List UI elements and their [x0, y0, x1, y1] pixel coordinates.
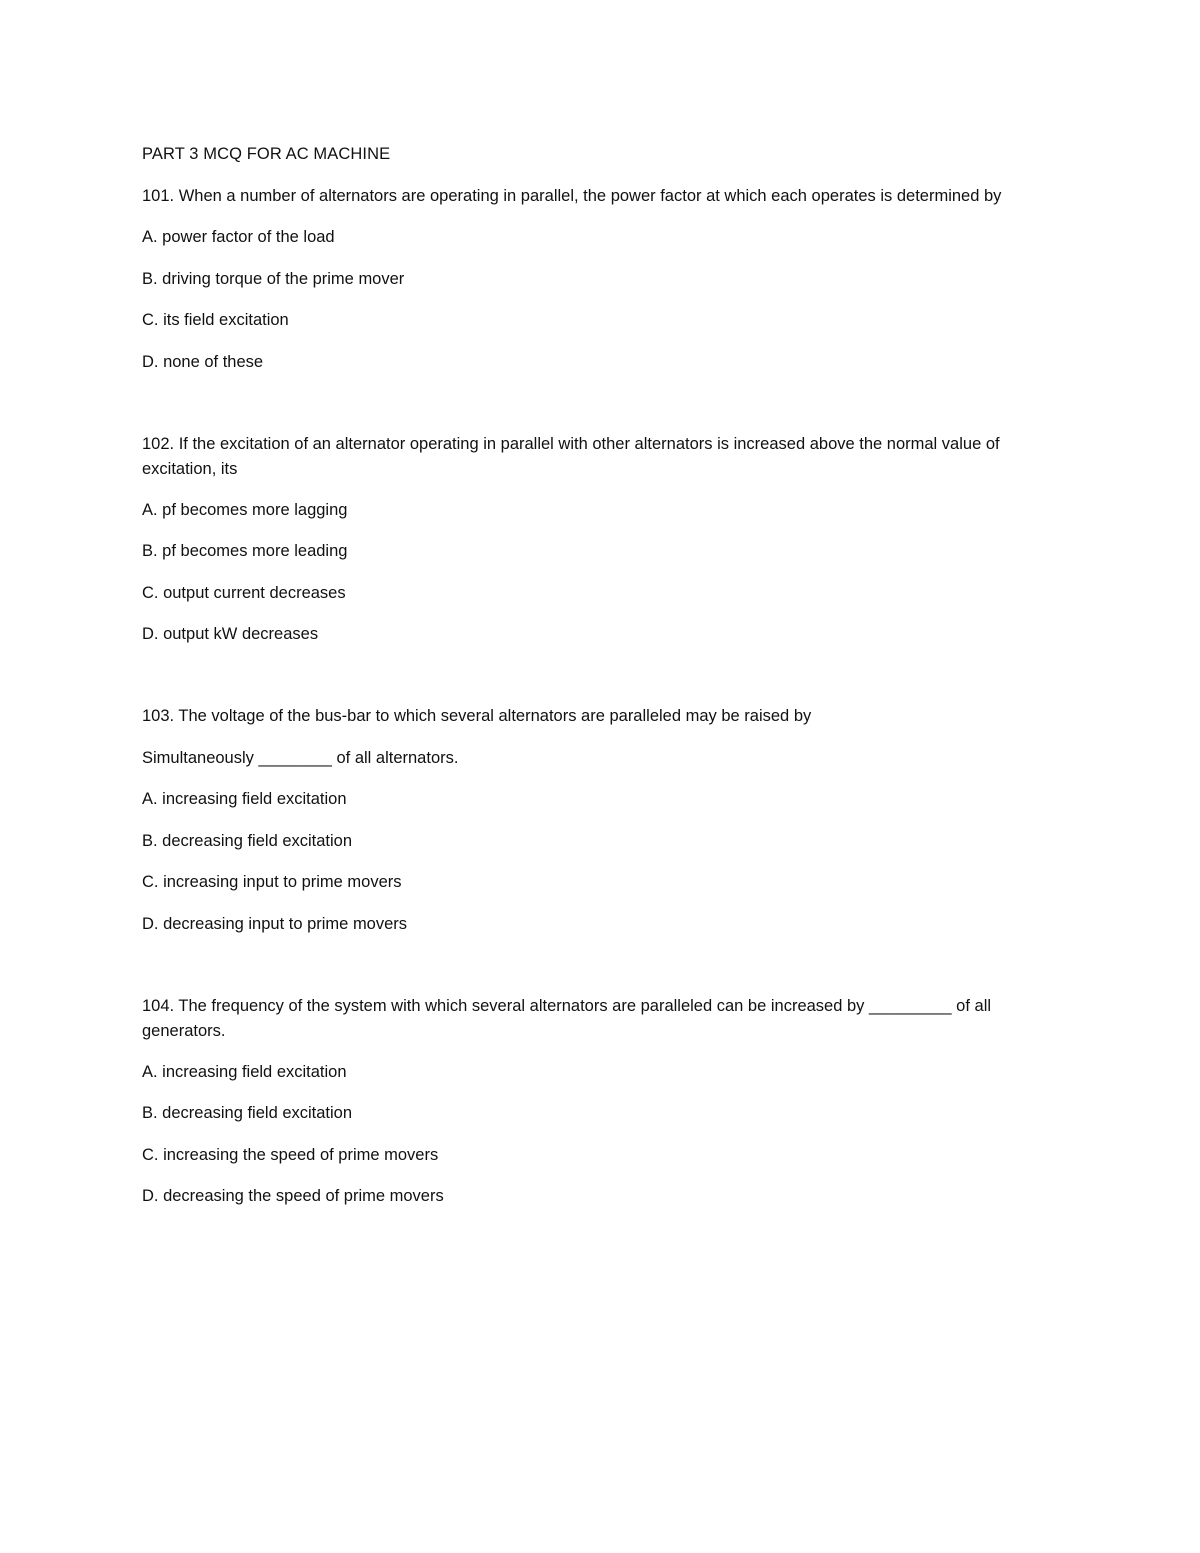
question-103 — [142, 704, 1047, 936]
document-title: PART 3 MCQ FOR AC MACHINE — [142, 145, 391, 163]
option-a: A. power factor of the load — [142, 228, 335, 246]
question-104 — [142, 994, 1047, 1209]
option-a: A. pf becomes more lagging — [142, 500, 348, 519]
question-text: 102. If the excitation of an alternator operating in parallel with other alternators is increased above the normal value of excitation, its — [142, 434, 1000, 478]
question-spacer — [142, 664, 1047, 704]
question-spacer — [142, 954, 1047, 994]
question-spacer — [142, 392, 1047, 432]
option-a: A. increasing field excitation — [142, 790, 347, 808]
option-d: D. decreasing the speed of prime movers — [142, 1187, 444, 1205]
question-102 — [142, 432, 1047, 647]
option-c: C. its field excitation — [142, 311, 289, 329]
option-c: C. output current decreases — [142, 583, 346, 602]
option-d: D. decreasing input to prime movers — [142, 914, 408, 933]
question-text: 104. The frequency of the system with which several alternators are paralleled can be increased by _________ of all generators. — [142, 996, 992, 1040]
question-text: 101. When a number of alternators are operating in parallel, the power factor at which each operates is determined by — [142, 187, 1002, 205]
question-text — [142, 704, 1047, 771]
option-b: B. decreasing field excitation — [142, 1104, 353, 1122]
question-text-line1: 103. The voltage of the bus-bar to which several alternators are paralleled may be raised by — [142, 707, 812, 725]
option-b: B. decreasing field excitation — [142, 831, 353, 850]
option-d: D. none of these — [142, 352, 264, 371]
document-content — [142, 142, 1047, 1226]
question-text-line2: Simultaneously ________ of all alternators. — [142, 749, 459, 767]
option-b: B. pf becomes more leading — [142, 542, 348, 560]
option-c: C. increasing input to prime movers — [142, 873, 402, 891]
option-a: A. increasing field excitation — [142, 1062, 347, 1081]
option-c: C. increasing the speed of prime movers — [142, 1145, 439, 1164]
option-b: B. driving torque of the prime mover — [142, 269, 405, 288]
question-101 — [142, 184, 1047, 374]
option-d: D. output kW decreases — [142, 625, 319, 643]
